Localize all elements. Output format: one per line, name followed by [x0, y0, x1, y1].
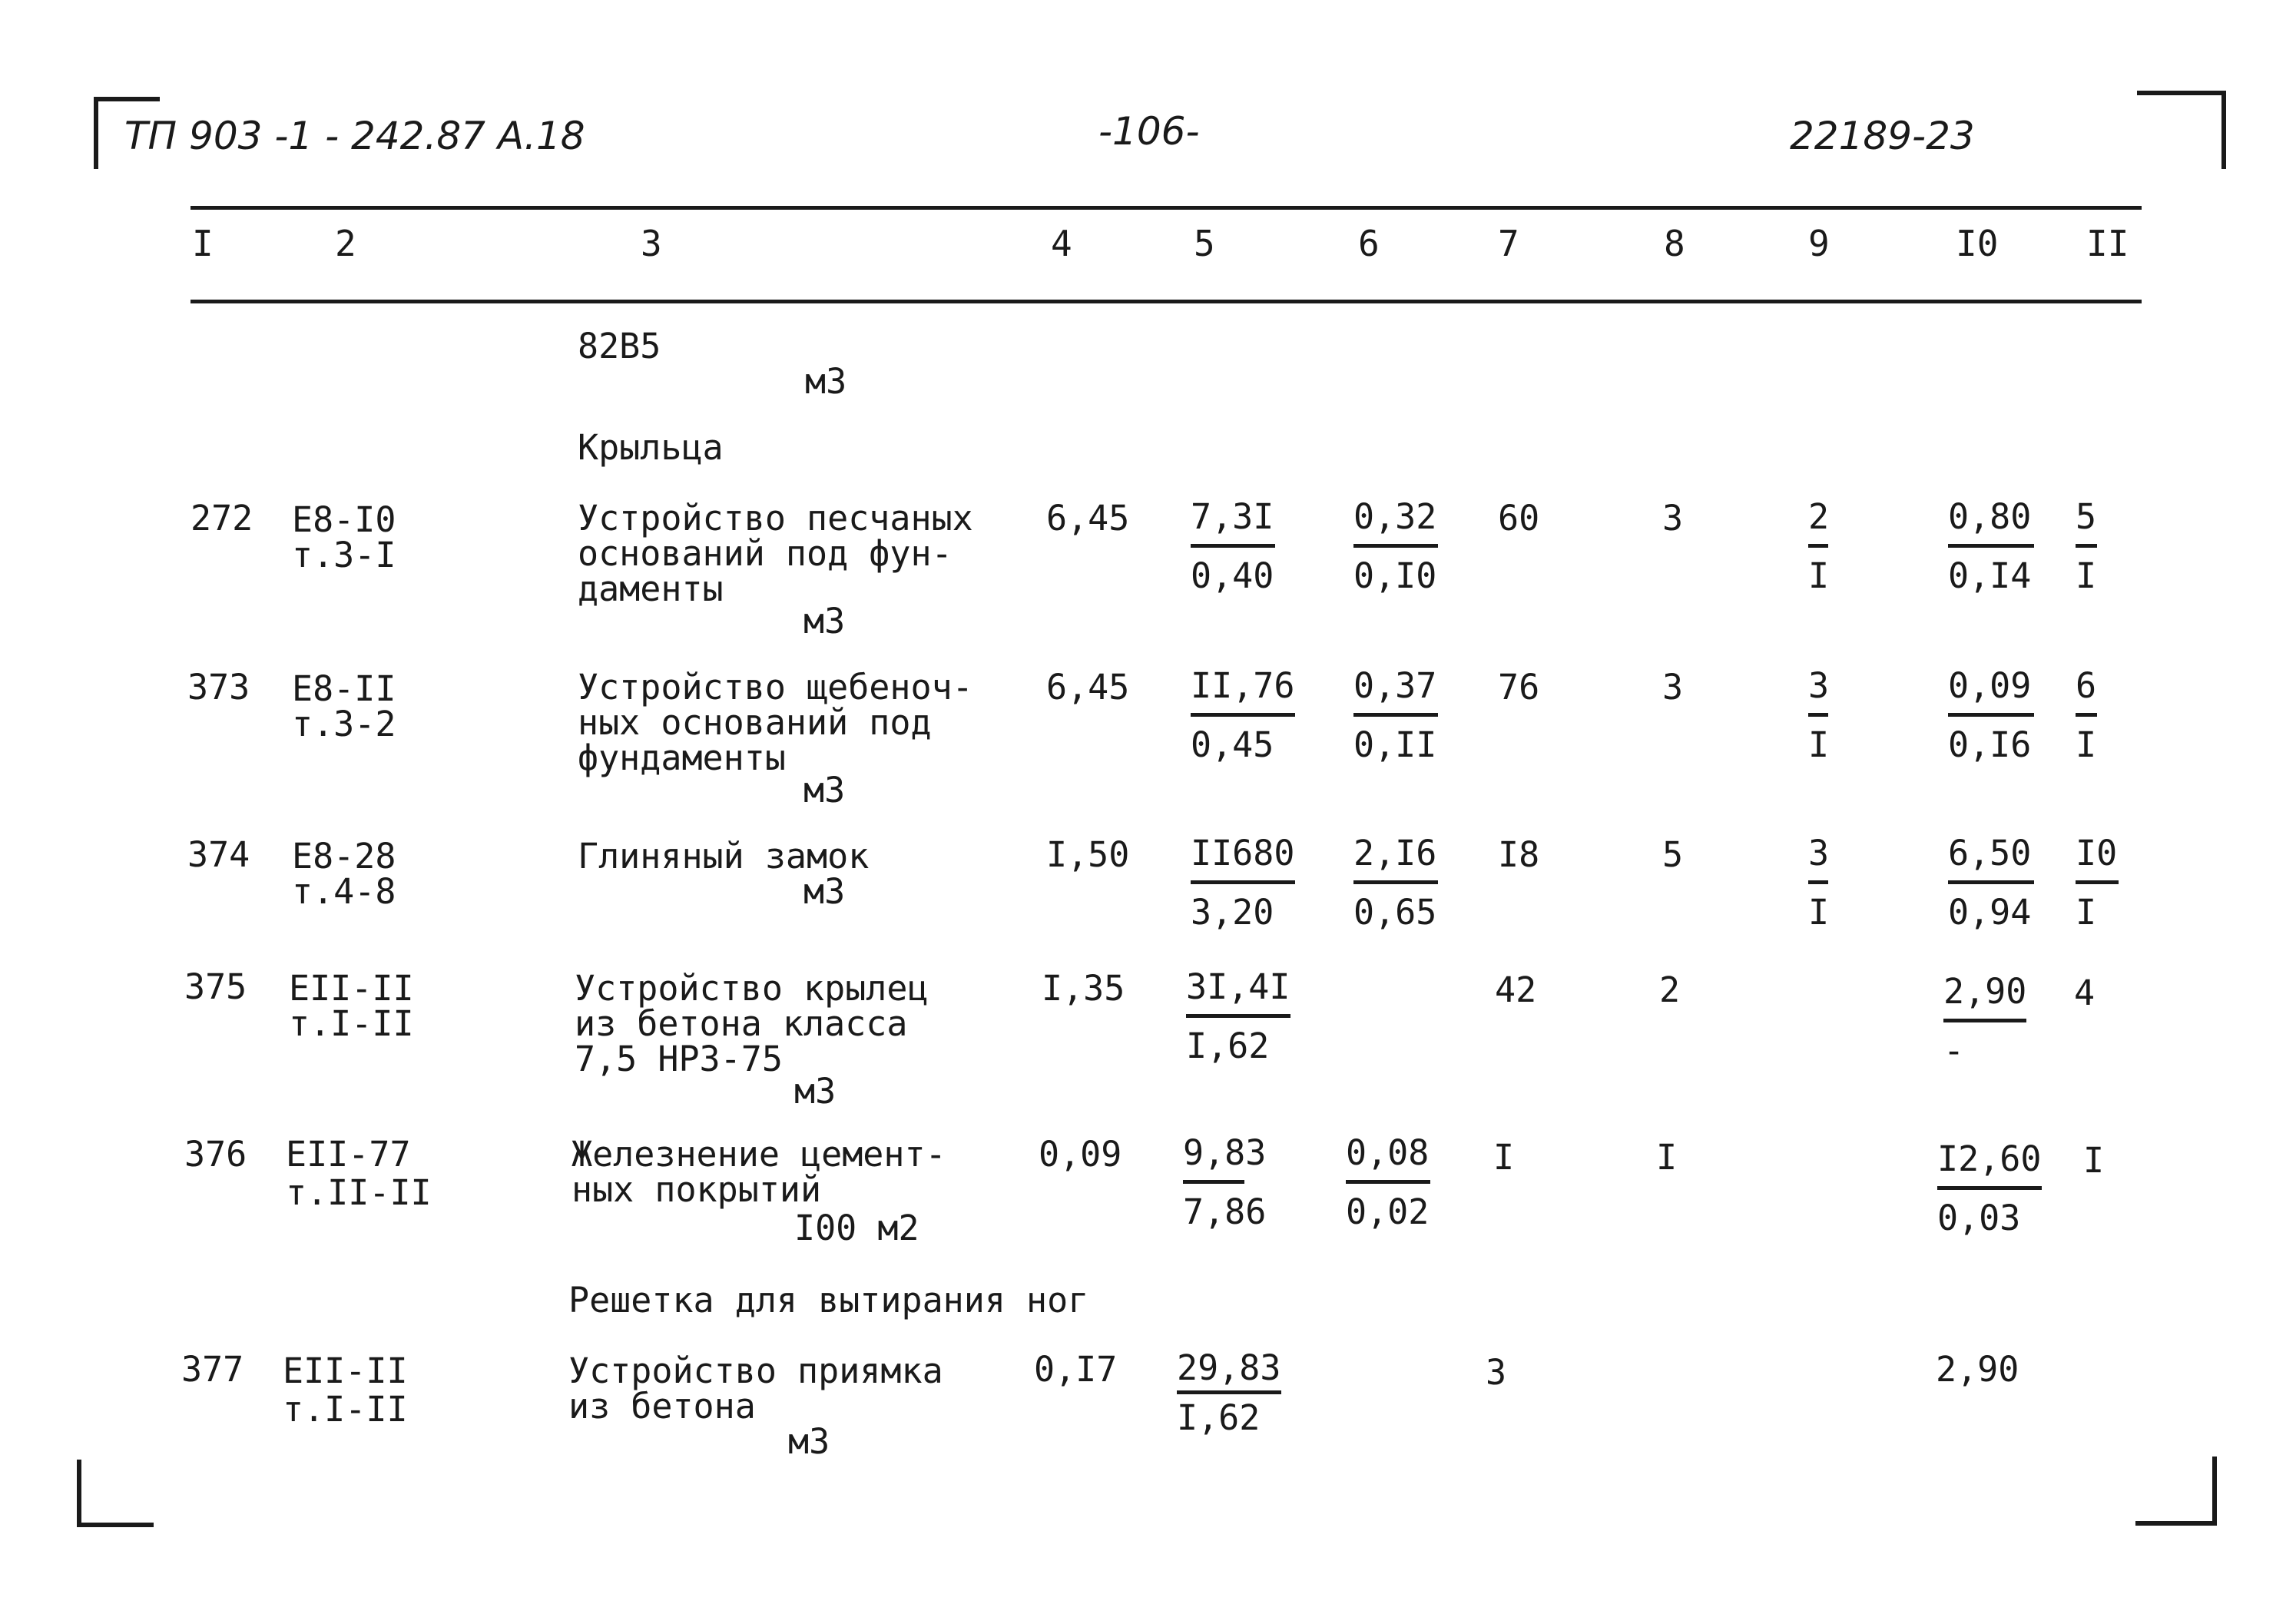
row-unit: I00 м2 [794, 1208, 919, 1248]
fraction-line [1353, 713, 1438, 717]
fraction-bottom: 0,I0 [1353, 555, 1437, 596]
col-number-9: 9 [1808, 223, 1830, 264]
row-col8: 3 [1662, 498, 1684, 539]
fraction-top: 0,09 [1948, 665, 2032, 706]
fraction-line [2076, 713, 2097, 717]
fraction-bottom: I [2076, 724, 2097, 765]
row-col10 [1948, 496, 2034, 597]
row-code: Е8-II [292, 668, 396, 709]
row-col8: I [1656, 1137, 1678, 1178]
frame-corner-bottom-left [77, 1460, 154, 1527]
fraction-bottom: 3,20 [1191, 892, 1274, 933]
row-col4: 6,45 [1046, 667, 1130, 708]
row-col4: I,50 [1046, 834, 1130, 875]
fraction-top: 0,80 [1948, 496, 2032, 537]
document-code: ТП 903 -1 - 242.87 А.18 [124, 114, 585, 158]
fraction-line [1346, 1180, 1430, 1184]
row-unit: м3 [803, 601, 846, 641]
row-col11: I [2083, 1140, 2105, 1181]
fraction-bottom: I [1808, 555, 1830, 596]
fraction-line [1177, 1390, 1281, 1394]
fraction-bottom: I [2076, 892, 2097, 933]
row-code-table: т.3-I [292, 535, 396, 575]
row-code: Е8-I0 [292, 499, 396, 540]
fraction-bottom: 7,86 [1183, 1191, 1267, 1232]
fraction-bottom: I [1808, 724, 1830, 765]
row-col10 [1937, 1138, 2042, 1239]
continuation-unit: м3 [805, 361, 847, 402]
continuation-text: 82В5 [578, 326, 661, 366]
fraction-line [1191, 713, 1295, 717]
fraction-top: II,76 [1191, 665, 1295, 706]
header-bottom-rule [191, 300, 2142, 303]
row-col7: I8 [1498, 834, 1540, 875]
row-col8: 3 [1662, 667, 1684, 708]
row-code-table: т.I-II [283, 1389, 408, 1430]
row-code-table: т.II-II [286, 1172, 432, 1213]
row-description: Устройство приямка из бетона [568, 1350, 943, 1427]
row-description: Железнение цемент- ных покрытий [572, 1134, 946, 1210]
fraction-line [1191, 544, 1275, 548]
fraction-line [1353, 880, 1438, 884]
row-col5 [1186, 966, 1290, 1067]
fraction-bottom: 0,45 [1191, 724, 1274, 765]
row-unit: м3 [803, 770, 846, 810]
row-unit: м3 [788, 1421, 830, 1462]
fraction-line [1943, 1019, 2026, 1022]
row-col7: 76 [1498, 667, 1540, 708]
row-number: 376 [184, 1134, 247, 1175]
col-number-11: II [2086, 223, 2129, 264]
row-description: Глиняный замок [578, 836, 870, 877]
fraction-bottom: - [1943, 1030, 1965, 1071]
row-description: Устройство песчаных оснований под фун- даменты [578, 498, 973, 609]
fraction-bottom: I,62 [1177, 1397, 1261, 1438]
fraction-line [1353, 544, 1438, 548]
row-code-table: т.3-2 [292, 704, 396, 744]
fraction-line [1948, 880, 2034, 884]
col-number-8: 8 [1664, 223, 1685, 264]
fraction-bottom: 0,03 [1937, 1198, 2021, 1238]
fraction-top: 0,37 [1353, 665, 1437, 706]
fraction-bottom: I [1808, 892, 1830, 933]
row-col11 [2076, 833, 2119, 933]
row-unit: м3 [803, 871, 846, 912]
fraction-line [1948, 713, 2034, 717]
row-code: Е8-28 [292, 836, 396, 877]
fraction-top: I2,60 [1937, 1138, 2042, 1179]
row-code-table: т.4-8 [292, 871, 396, 912]
fraction-top: I0 [2076, 833, 2118, 873]
row-col6 [1353, 833, 1438, 933]
row-col9 [1808, 833, 1829, 933]
row-col8: 2 [1659, 969, 1681, 1010]
fraction-line [1186, 1014, 1290, 1018]
fraction-top: 3I,4I [1186, 966, 1290, 1007]
row-col9 [1808, 496, 1829, 597]
row-col5 [1191, 665, 1295, 766]
row-col10: 2,90 [1936, 1349, 2019, 1390]
row-col4: 0,09 [1039, 1134, 1122, 1175]
fraction-top: 6 [2076, 665, 2097, 706]
row-col4: 0,I7 [1034, 1349, 1118, 1390]
fraction-bottom: 0,II [1353, 724, 1437, 765]
fraction-top: 9,83 [1183, 1132, 1267, 1173]
fraction-bottom: I [2076, 555, 2097, 596]
row-number: 377 [181, 1349, 244, 1390]
row-col5 [1177, 1347, 1281, 1439]
row-description: Устройство щебеноч- ных оснований под фундаменты [578, 667, 973, 778]
row-number: 272 [191, 498, 253, 539]
row-number: 373 [187, 667, 250, 708]
row-col10 [1943, 971, 2026, 1072]
fraction-line [1183, 1180, 1244, 1184]
fraction-top: 2 [1808, 496, 1830, 537]
fraction-top: 2,I6 [1353, 833, 1437, 873]
fraction-line [1937, 1186, 2042, 1190]
row-col6 [1353, 496, 1438, 597]
row-col7: 42 [1495, 969, 1537, 1010]
fraction-line [2076, 544, 2097, 548]
row-number: 374 [187, 834, 250, 875]
row-code: ЕII-II [289, 968, 414, 1009]
row-col8: 5 [1662, 834, 1684, 875]
fraction-top: 0,08 [1346, 1132, 1430, 1173]
row-col4: I,35 [1042, 968, 1125, 1009]
fraction-bottom: 0,I6 [1948, 724, 2032, 765]
fraction-top: 3 [1808, 833, 1830, 873]
row-col9 [1808, 665, 1829, 766]
col-number-5: 5 [1194, 223, 1215, 264]
fraction-line [1948, 544, 2034, 548]
row-col11 [2076, 665, 2097, 766]
frame-corner-bottom-right [2135, 1457, 2217, 1526]
fraction-top: 6,50 [1948, 833, 2032, 873]
section-title: Решетка для вытирания ног [568, 1280, 1089, 1321]
row-col7: I [1493, 1137, 1515, 1178]
sheet-code: 22189-23 [1790, 114, 1975, 158]
fraction-bottom: 0,I4 [1948, 555, 2032, 596]
fraction-top: 29,83 [1177, 1347, 1281, 1388]
row-col7: 60 [1498, 498, 1540, 539]
row-col11 [2076, 496, 2097, 597]
row-col5 [1183, 1132, 1266, 1233]
fraction-line [1808, 544, 1828, 548]
row-description: Устройство крылец из бетона класса 7,5 НРЗ-75 [575, 968, 929, 1079]
col-number-10: I0 [1956, 223, 1999, 264]
row-col5 [1191, 833, 1295, 933]
fraction-bottom: I,62 [1186, 1026, 1270, 1066]
frame-corner-top-right [2137, 91, 2226, 169]
row-col6 [1353, 665, 1438, 766]
fraction-line [1808, 713, 1828, 717]
row-col10 [1948, 665, 2034, 766]
row-code-table: т.I-II [289, 1003, 414, 1044]
fraction-top: 2,90 [1943, 971, 2027, 1012]
col-number-1: I [192, 223, 214, 264]
col-number-6: 6 [1358, 223, 1380, 264]
fraction-bottom: 0,94 [1948, 892, 2032, 933]
header-top-rule [191, 206, 2142, 210]
row-col7: 3 [1486, 1352, 1507, 1393]
fraction-top: II680 [1191, 833, 1295, 873]
fraction-top: 0,32 [1353, 496, 1437, 537]
fraction-line [1808, 880, 1828, 884]
col-number-3: 3 [641, 223, 662, 264]
page-number: -106- [1098, 109, 1200, 154]
section-title: Крыльца [578, 427, 724, 468]
fraction-bottom: 0,02 [1346, 1191, 1430, 1232]
row-col5 [1191, 496, 1275, 597]
fraction-bottom: 0,65 [1353, 892, 1437, 933]
fraction-line [2076, 880, 2119, 884]
row-code: ЕII-77 [286, 1134, 411, 1175]
col-number-4: 4 [1051, 223, 1072, 264]
row-number: 375 [184, 966, 247, 1007]
fraction-top: 5 [2076, 496, 2097, 537]
fraction-top: 3 [1808, 665, 1830, 706]
fraction-bottom: 0,40 [1191, 555, 1274, 596]
fraction-line [1191, 880, 1295, 884]
col-number-7: 7 [1498, 223, 1519, 264]
row-col11: 4 [2074, 973, 2096, 1013]
col-number-2: 2 [335, 223, 356, 264]
row-col10 [1948, 833, 2034, 933]
row-col4: 6,45 [1046, 498, 1130, 539]
row-code: ЕII-II [283, 1350, 408, 1391]
row-col6 [1346, 1132, 1430, 1233]
fraction-top: 7,3I [1191, 496, 1274, 537]
row-unit: м3 [794, 1071, 837, 1112]
